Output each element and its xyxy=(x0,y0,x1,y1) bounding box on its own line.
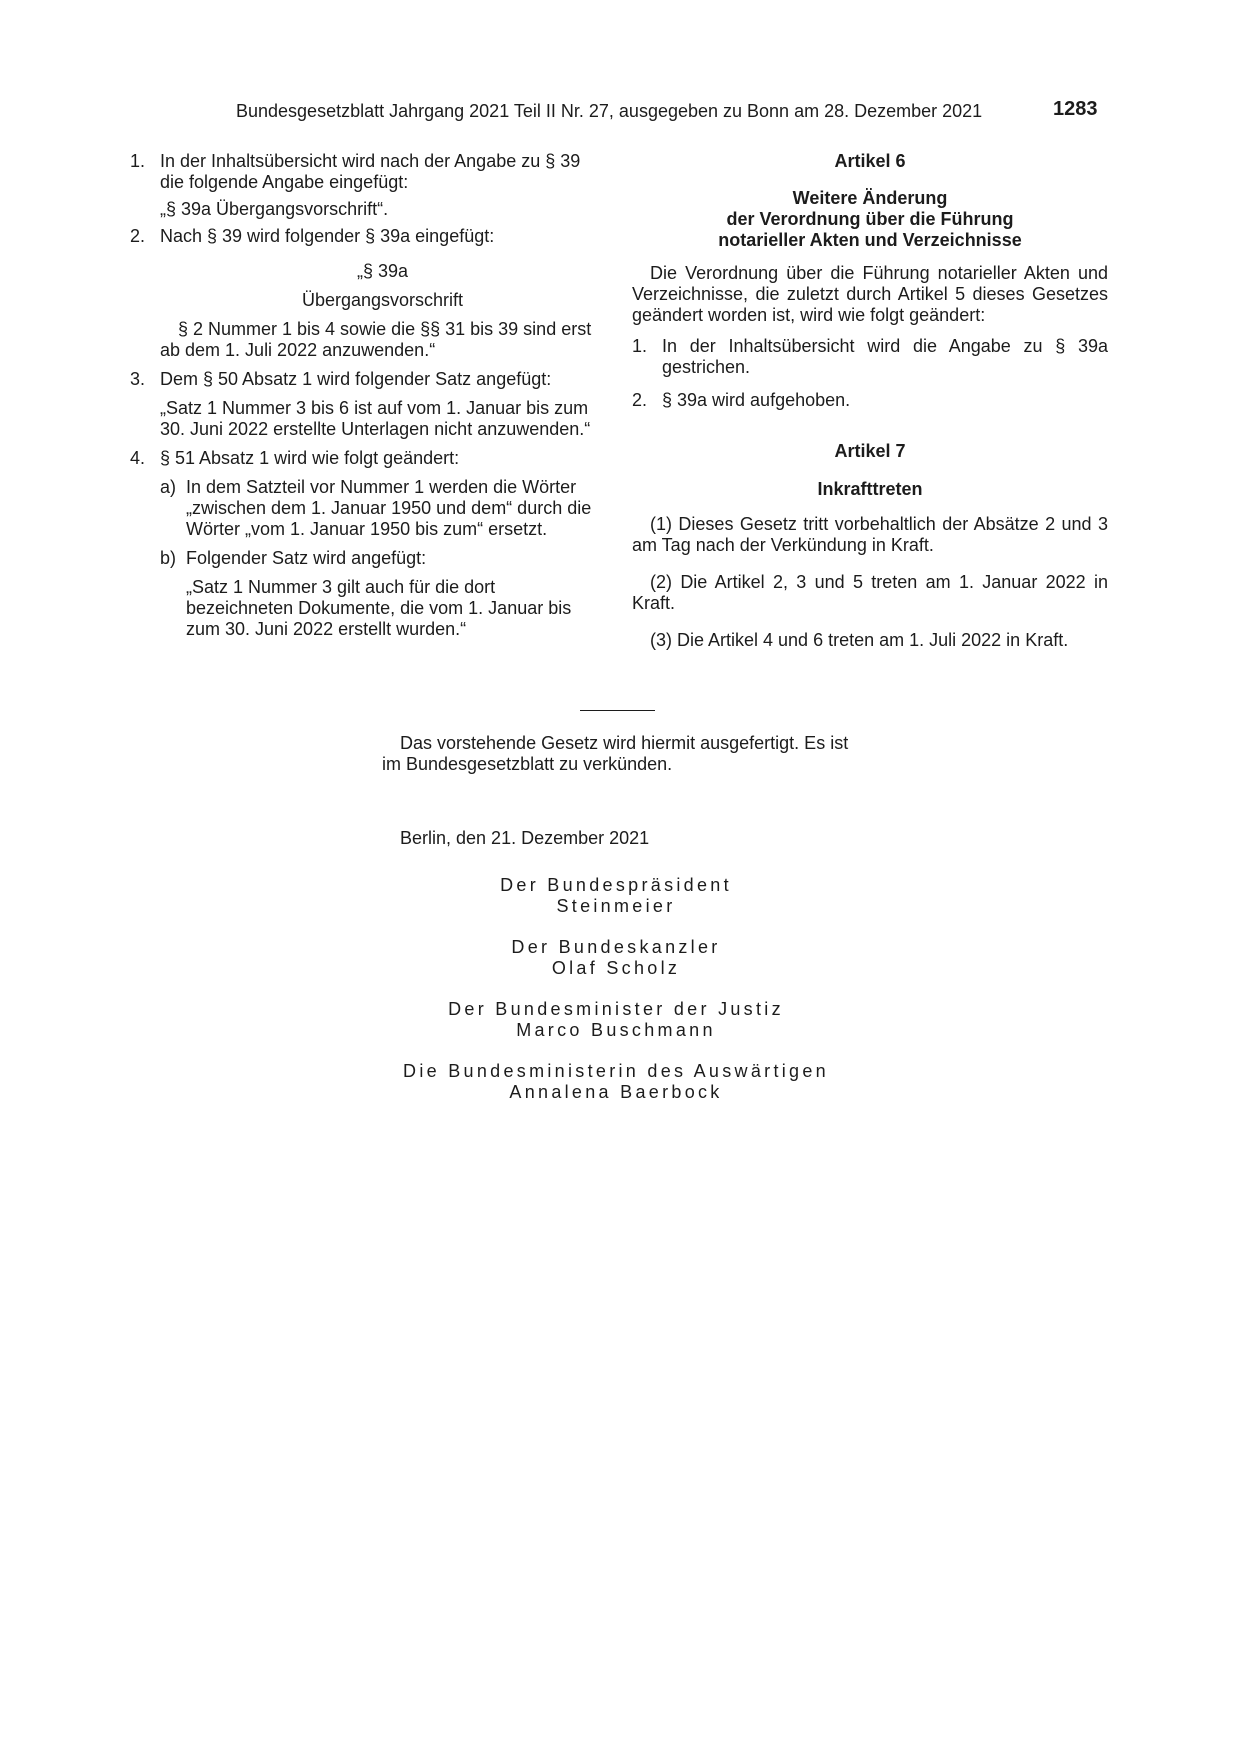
sub-item-b xyxy=(160,548,605,640)
section-title: Übergangsvorschrift xyxy=(301,290,464,310)
signature-name: Steinmeier xyxy=(556,896,676,916)
artikel-6-title-line2: der Verordnung über die Führung xyxy=(726,209,1014,229)
list-number: 2. xyxy=(130,226,146,246)
signature-block xyxy=(386,875,846,1103)
section-number: „§ 39a xyxy=(356,261,409,281)
sub-letter: a) xyxy=(160,477,177,497)
place-and-date: Berlin, den 21. Dezember 2021 xyxy=(400,828,650,848)
list-number: 4. xyxy=(130,448,146,468)
list-number: 2. xyxy=(632,390,648,410)
section-text: § 2 Nummer 1 bis 4 sowie die §§ 31 bis 39 sind erst ab dem 1. Juli 2022 anzuwenden.“ xyxy=(160,319,592,360)
list-text: In der Inhaltsübersicht wird nach der Angabe zu § 39 die folgende Angabe eingefügt: xyxy=(160,151,581,192)
sub-text: Folgender Satz wird angefügt: xyxy=(186,548,427,568)
artikel-7-title: Inkrafttreten xyxy=(817,479,923,499)
list-number: 3. xyxy=(130,369,146,389)
list-text: § 51 Absatz 1 wird wie folgt geändert: xyxy=(160,448,460,468)
artikel-6-heading: Artikel 6 xyxy=(834,151,906,171)
page-number: 1283 xyxy=(1053,98,1098,120)
list-text: Nach § 39 wird folgender § 39a eingefügt: xyxy=(160,226,495,246)
artikel-6-title-line1: Weitere Änderung xyxy=(792,188,948,208)
sub-item-a xyxy=(160,477,605,540)
artikel-7-para-3: (3) Die Artikel 4 und 6 treten am 1. Juli 2022 in Kraft. xyxy=(650,630,1069,650)
signature-4 xyxy=(386,1061,846,1103)
artikel-6-item-2 xyxy=(632,390,1108,411)
artikel-6-intro: Die Verordnung über die Führung notarieller Akten und Verzeichnisse, die zuletzt durch Artikel 5 dieses Gesetzes geändert worden ist, wird wie folgt geändert: xyxy=(632,263,1108,325)
signature-office: Der Bundeskanzler xyxy=(511,937,721,957)
list-text: § 39a wird aufgehoben. xyxy=(662,390,851,410)
signature-2 xyxy=(386,937,846,979)
artikel-7-para-2: (2) Die Artikel 2, 3 und 5 treten am 1. Januar 2022 in Kraft. xyxy=(632,572,1108,613)
right-column xyxy=(632,151,1108,651)
separator-rule xyxy=(580,710,655,711)
signature-office: Der Bundesminister der Justiz xyxy=(448,999,784,1019)
list-item-4 xyxy=(130,448,605,640)
signature-3 xyxy=(386,999,846,1041)
artikel-6-item-1 xyxy=(632,336,1108,378)
artikel-7-heading: Artikel 7 xyxy=(834,441,906,461)
signature-office: Die Bundesministerin des Auswärtigen xyxy=(403,1061,829,1081)
artikel-6-title-line3: notarieller Akten und Verzeichnisse xyxy=(718,230,1022,250)
closing-formula: Das vorstehende Gesetz wird hiermit ausgefertigt. Es ist im Bundesgesetzblatt zu verkünden. xyxy=(382,733,849,774)
sub-letter: b) xyxy=(160,548,177,568)
left-column xyxy=(130,151,605,640)
signature-name: Annalena Baerbock xyxy=(509,1082,723,1102)
insert-text: „Satz 1 Nummer 3 gilt auch für die dort bezeichneten Dokumente, die vom 1. Januar bis zum 30. Juni 2022 erstellt wurden.“ xyxy=(186,577,572,639)
artikel-7-para-1: (1) Dieses Gesetz tritt vorbehaltlich der Absätze 2 und 3 am Tag nach der Verkündung in Kraft. xyxy=(632,514,1108,555)
list-text: In der Inhaltsübersicht wird die Angabe zu § 39a gestrichen. xyxy=(662,336,1108,377)
insert-text: „§ 39a Übergangsvorschrift“. xyxy=(160,199,389,219)
list-item-3 xyxy=(130,369,605,440)
list-text: Dem § 50 Absatz 1 wird folgender Satz angefügt: xyxy=(160,369,552,389)
list-item-1 xyxy=(130,151,605,220)
signature-name: Marco Buschmann xyxy=(516,1020,716,1040)
list-item-2 xyxy=(130,226,605,361)
running-header: Bundesgesetzblatt Jahrgang 2021 Teil II Nr. 27, ausgegeben zu Bonn am 28. Dezember 2021 xyxy=(236,101,983,121)
list-number: 1. xyxy=(130,151,146,171)
signature-office: Der Bundespräsident xyxy=(500,875,732,895)
insert-text: „Satz 1 Nummer 3 bis 6 ist auf vom 1. Januar bis zum 30. Juni 2022 erstellte Unterlagen nicht anzuwenden.“ xyxy=(160,398,591,439)
signature-1 xyxy=(386,875,846,917)
signature-name: Olaf Scholz xyxy=(551,958,681,978)
list-number: 1. xyxy=(632,336,648,356)
sub-text: In dem Satzteil vor Nummer 1 werden die Wörter „zwischen dem 1. Januar 1950 und dem“ durch die Wörter „vom 1. Januar 1950 bis zum“ ersetzt. xyxy=(186,477,592,539)
